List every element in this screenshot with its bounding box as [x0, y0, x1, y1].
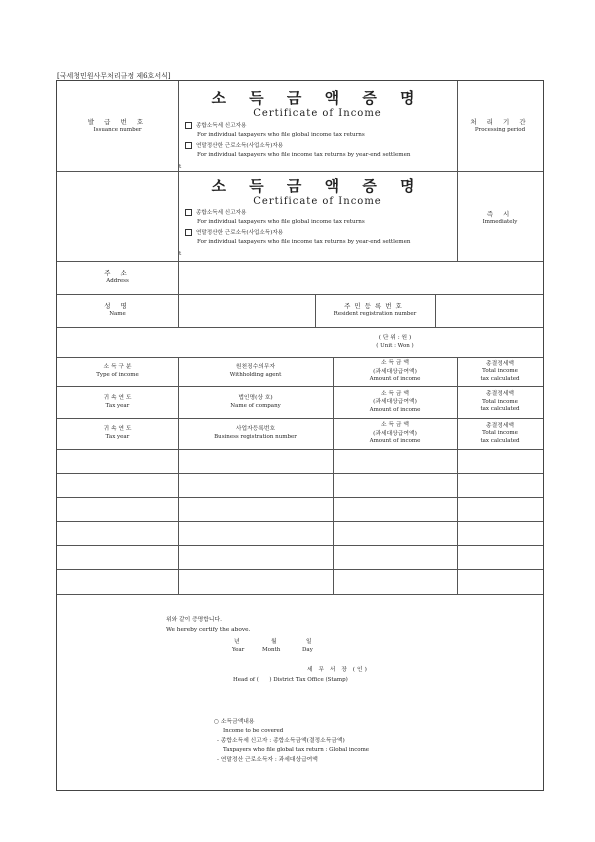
title-area-1 [178, 87, 457, 119]
divider [57, 171, 543, 172]
processing-period-label [457, 81, 543, 171]
name-label [57, 294, 178, 327]
certify-statement-ko: 위와 같이 증명합니다. [166, 617, 222, 623]
tax-year-header [57, 386, 178, 418]
month-label-ko: 월 [271, 639, 277, 645]
option-label-ko: 종합소득세 신고자용 [196, 210, 247, 216]
table-row[interactable] [57, 545, 543, 569]
unit-ko: ( 단 위 : 원 ) [378, 334, 412, 341]
amount-of-income-header [333, 357, 457, 386]
amount-of-income-header [333, 418, 457, 449]
option-label-en: For individual taxpayers who file global income tax returns [197, 131, 365, 138]
page-title-en: Certificate of Income [253, 196, 382, 207]
header-ko: 총결정세액 [486, 422, 514, 429]
header-en: Total income [482, 398, 518, 405]
header-ko: 사업자등록번호 [235, 426, 276, 433]
amount-of-income-header [333, 386, 457, 418]
option-label-ko: 종합소득세 신고자용 [196, 123, 247, 129]
day-label-ko: 일 [306, 639, 312, 645]
option-global-income[interactable] [185, 122, 365, 139]
form-number-tag: [국세청민원사무처리규정 제6호서식] [57, 72, 171, 80]
note-global-income-en: Taxpayers who file global tax return : Global income [223, 747, 370, 753]
note-global-income-ko: - 종합소득세 신고자 : 종합소득금액(결정소득금액) [217, 738, 345, 744]
total-tax-header [457, 418, 543, 449]
header-en: Withholding agent [229, 372, 282, 379]
table-row[interactable] [57, 521, 543, 545]
header-en: Business registration number [214, 434, 297, 441]
checkbox[interactable] [185, 142, 192, 149]
income-contents-bullet: ○ 소득금액내용 [214, 719, 255, 725]
year-label-ko: 년 [234, 639, 240, 645]
month-label-en: Month [262, 647, 281, 653]
immediate-ko: 즉 시 [486, 209, 514, 218]
resident-en: Resident registration number [333, 311, 417, 318]
divider [57, 594, 543, 595]
checkbox[interactable] [185, 122, 192, 129]
header-ko: 귀 속 연 도 [103, 426, 132, 433]
table-row[interactable] [57, 449, 543, 473]
withholding-agent-header [178, 357, 333, 386]
header-en: Tax year [105, 402, 130, 409]
header-ko: 소 득 금 액 [381, 390, 409, 397]
address-label [57, 261, 178, 294]
year-label-en: Year [232, 647, 245, 653]
unit-en: ( Unit : Won ) [376, 342, 414, 349]
header-en: Tax year [105, 434, 130, 441]
header-ko: 원천징수의무자 [235, 364, 276, 371]
tax-office-head-en: Head of ( ) District Tax Office (Stamp) [233, 677, 348, 683]
header-ko: (과세대상급여액) [373, 368, 417, 375]
issuance-label-en: Issuance number [93, 126, 142, 133]
page-title-ko: 소 득 금 액 증 명 [211, 177, 424, 195]
page-title-en: Certificate of Income [253, 108, 382, 119]
resident-number-field[interactable] [436, 295, 543, 326]
immediate-en: Immediately [482, 218, 518, 225]
option-label-ko: 연말정산한 근로소득(사업소득)자용 [196, 143, 284, 149]
company-name-header [178, 386, 333, 418]
issuance-number-label [57, 81, 178, 171]
option-label-en: For individual taxpayers who file global income tax returns [197, 218, 365, 225]
checkbox[interactable] [185, 209, 192, 216]
table-row[interactable] [57, 497, 543, 521]
issuance-label-ko: 발 급 번 호 [87, 117, 148, 126]
header-ko: (과세대상급여액) [373, 399, 417, 406]
option-label-wrap: t [179, 164, 182, 170]
address-field[interactable] [179, 262, 543, 293]
header-en: Amount of income [369, 406, 421, 413]
address-ko: 주 소 [104, 269, 131, 278]
period-en: Processing period [474, 126, 526, 133]
name-en: Name [109, 311, 126, 318]
header-ko: (과세대상급여액) [373, 430, 417, 437]
period-ko: 처 리 기 간 [470, 117, 530, 126]
certificate-form [56, 80, 544, 791]
total-tax-header [457, 357, 543, 386]
business-registration-header [178, 418, 333, 449]
table-row[interactable] [57, 569, 543, 594]
option-label-ko: 연말정산한 근로소득(사업소득)자용 [196, 230, 284, 236]
name-field[interactable] [179, 295, 314, 326]
income-contents-en: Income to be covered [223, 728, 284, 734]
option-global-income[interactable] [185, 209, 365, 226]
header-ko: 소 득 구 분 [103, 364, 132, 371]
table-row[interactable] [57, 473, 543, 497]
option-label-wrap: t [179, 251, 182, 257]
header-en: Type of income [96, 372, 139, 379]
day-label-en: Day [302, 647, 313, 653]
header-en: Total income [482, 368, 518, 375]
option-year-end[interactable] [185, 142, 411, 159]
immediately-label [457, 175, 543, 261]
note-year-end-ko: - 연말정산 근로소득자 : 과세대상급여액 [217, 757, 318, 763]
title-area-2 [178, 175, 457, 207]
checkbox[interactable] [185, 229, 192, 236]
header-en: tax calculated [480, 375, 520, 382]
header-en: Amount of income [369, 438, 421, 445]
header-ko: 법인명(상 호) [238, 394, 273, 401]
option-label-en: For individual taxpayers who file income tax returns by year-end settlemen [197, 151, 411, 158]
header-en: Amount of income [369, 376, 421, 383]
address-en: Address [106, 278, 129, 285]
option-year-end[interactable] [185, 229, 411, 246]
data-rows [57, 449, 543, 594]
header-ko: 총결정세액 [486, 360, 514, 367]
resident-ko: 주민등록번호 [344, 302, 406, 311]
divider [57, 327, 543, 328]
type-of-income-header [57, 357, 178, 386]
resident-number-label [315, 294, 435, 327]
header-ko: 소 득 금 액 [381, 422, 409, 429]
tax-office-head-ko: 세 무 서 장 (인) [307, 667, 369, 673]
unit-label [333, 327, 457, 357]
header-en: Name of company [230, 402, 281, 409]
name-ko: 성 명 [104, 302, 131, 311]
option-label-en: For individual taxpayers who file income tax returns by year-end settlemen [197, 238, 411, 245]
header-ko: 총결정세액 [486, 391, 514, 398]
certify-statement-en: We hereby certify the above. [166, 627, 251, 633]
header-en: tax calculated [480, 437, 520, 444]
header-ko: 귀 속 연 도 [103, 394, 132, 401]
page-title-ko: 소 득 금 액 증 명 [211, 89, 424, 107]
tax-year-header [57, 418, 178, 449]
total-tax-header [457, 386, 543, 418]
header-ko: 소 득 금 액 [381, 360, 409, 367]
header-en: tax calculated [480, 406, 520, 413]
header-en: Total income [482, 430, 518, 437]
